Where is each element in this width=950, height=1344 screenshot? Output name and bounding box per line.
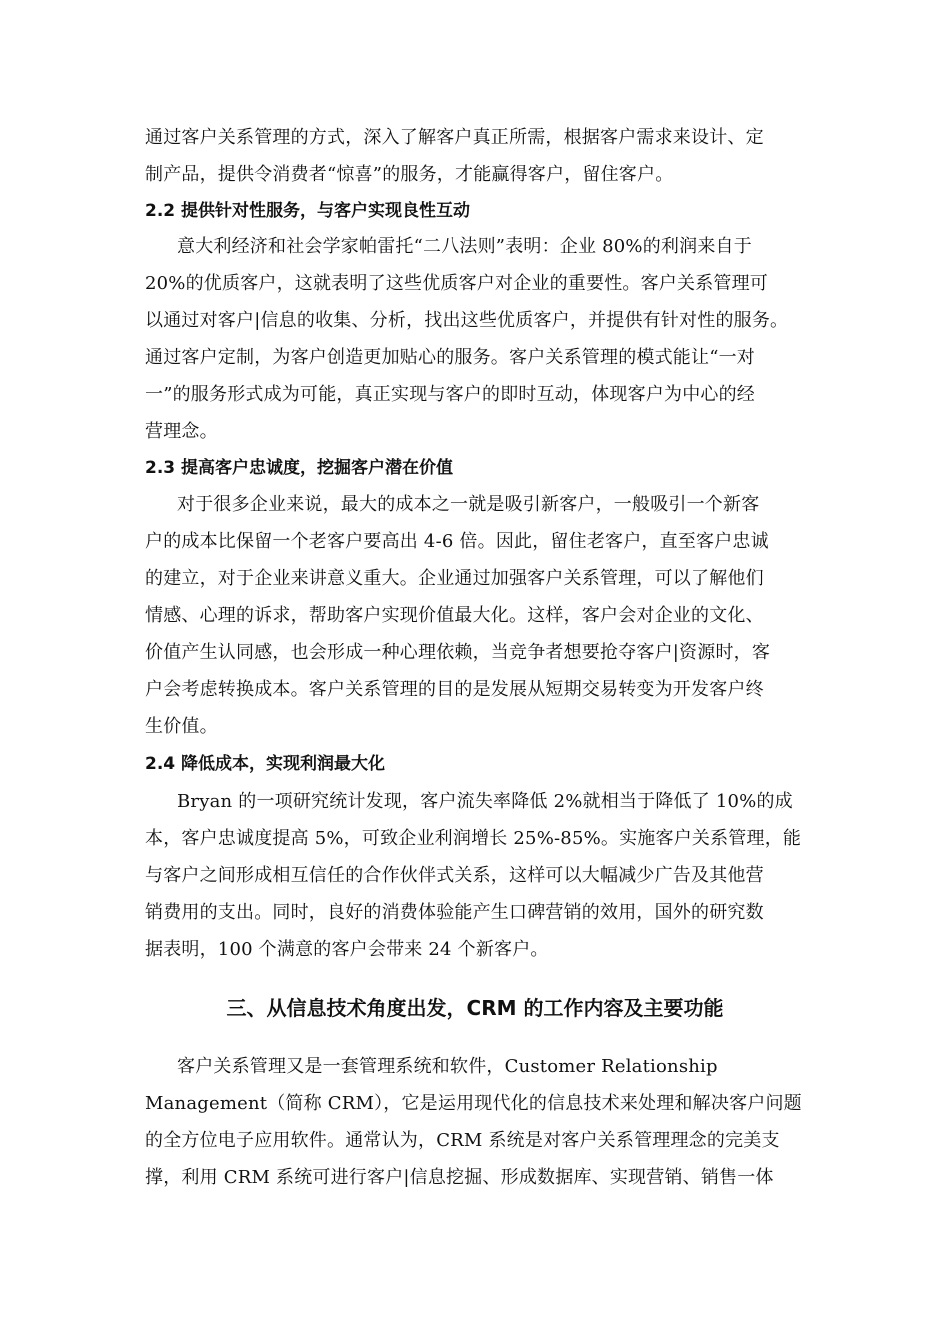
- paragraph-line: 一”的服务形式成为可能，真正实现与客户的即时互动，体现客户为中心的经: [145, 384, 755, 405]
- paragraph-line: 本，客户忠诚度提高 5%，可致企业利润增长 25%-85%。实施客户关系管理，能: [145, 828, 802, 849]
- paragraph-line: 生价值。: [145, 716, 218, 737]
- paragraph-line: 通过客户定制，为客户创造更加贴心的服务。客户关系管理的模式能让“一对: [145, 347, 755, 368]
- section-heading-2-2: 2.2 提供针对性服务，与客户实现良性互动: [145, 201, 471, 221]
- paragraph-line: 价值产生认同感，也会形成一种心理依赖，当竞争者想要抢夺客户|资源时，客: [145, 642, 771, 663]
- paragraph-line: 的建立，对于企业来讲意义重大。企业通过加强客户关系管理，可以了解他们: [145, 568, 764, 589]
- chapter-heading-3: 三、从信息技术角度出发，CRM 的工作内容及主要功能: [226, 996, 724, 1020]
- paragraph-line: 与客户之间形成相互信任的合作伙伴式关系，这样可以大幅减少广告及其他营: [145, 865, 764, 886]
- paragraph-line: 对于很多企业来说，最大的成本之一就是吸引新客户，一般吸引一个新客: [177, 494, 760, 515]
- paragraph-line: 20%的优质客户，这就表明了这些优质客户对企业的重要性。客户关系管理可: [145, 273, 769, 294]
- paragraph-line: 销费用的支出。同时，良好的消费体验能产生口碑营销的效用，国外的研究数: [145, 902, 764, 923]
- paragraph-line: 户会考虑转换成本。客户关系管理的目的是发展从短期交易转变为开发客户终: [145, 679, 764, 700]
- section-heading-2-4: 2.4 降低成本，实现利润最大化: [145, 754, 386, 774]
- paragraph-line: 营理念。: [145, 421, 218, 442]
- paragraph-line: 情感、心理的诉求，帮助客户实现价值最大化。这样，客户会对企业的文化、: [145, 605, 764, 626]
- paragraph-line: 据表明，100 个满意的客户会带来 24 个新客户。: [145, 939, 549, 960]
- paragraph-line: 通过客户关系管理的方式，深入了解客户真正所需，根据客户需求来设计、定: [145, 127, 764, 148]
- paragraph-line: 制产品，提供令消费者“惊喜”的服务，才能赢得客户，留住客户。: [145, 164, 674, 185]
- paragraph-line: 撑，利用 CRM 系统可进行客户|信息挖掘、形成数据库、实现营销、销售一体: [145, 1167, 774, 1188]
- paragraph-line: 以通过对客户|信息的收集、分析，找出这些优质客户，并提供有针对性的服务。: [145, 310, 789, 331]
- section-heading-2-3: 2.3 提高客户忠诚度，挖掘客户潜在价值: [145, 458, 454, 478]
- paragraph-line: Bryan 的一项研究统计发现，客户流失率降低 2%就相当于降低了 10%的成: [177, 791, 793, 812]
- paragraph-line: Management（简称 CRM），它是运用现代化的信息技术来处理和解决客户问题: [145, 1093, 802, 1114]
- paragraph-line: 户的成本比保留一个老客户要高出 4-6 倍。因此，留住老客户，直至客户忠诚: [145, 531, 769, 552]
- paragraph-line: 客户关系管理又是一套管理系统和软件，Customer Relationship: [177, 1056, 718, 1077]
- paragraph-line: 意大利经济和社会学家帕雷托“二八法则”表明：企业 80%的利润来自于: [177, 236, 752, 257]
- paragraph-line: 的全方位电子应用软件。通常认为，CRM 系统是对客户关系管理理念的完美支: [145, 1130, 780, 1151]
